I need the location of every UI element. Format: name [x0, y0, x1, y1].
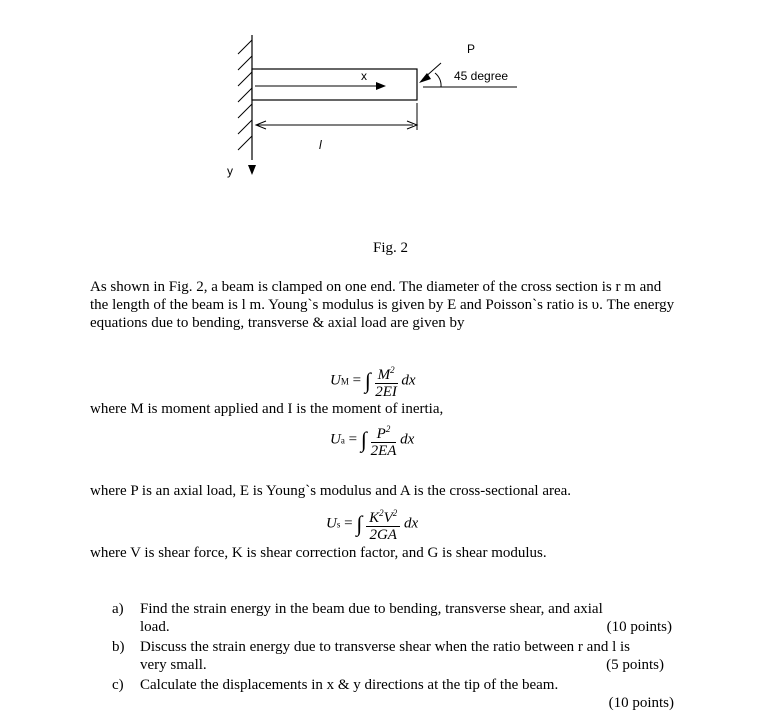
eq-num2-exponent: 2 — [392, 508, 398, 518]
eq-num-exponent: 2 — [390, 365, 395, 375]
note-bending: where M is moment applied and I is the moment of inertia, — [90, 401, 444, 417]
question-letter: c) — [112, 677, 124, 693]
eq-differential: dx — [404, 515, 419, 532]
eq-numerator-2: V — [383, 510, 393, 526]
integral-symbol: ∫ — [364, 368, 371, 393]
eq-fraction — [371, 421, 397, 459]
eq-num-exponent: 2 — [379, 508, 384, 518]
eq-denominator: 2GA — [369, 527, 397, 543]
note-axial: where P is an axial load, E is Young`s modulus and A is the cross-sectional area. — [90, 483, 572, 499]
question-text: Find the strain energy in the beam due to bending, transverse shear, and axial — [140, 601, 603, 617]
eq-differential: dx — [401, 372, 416, 389]
x-label: x — [361, 69, 367, 83]
eq-lhs: U — [326, 515, 337, 532]
question-points: (10 points) — [608, 695, 674, 711]
figure-caption: Fig. 2 — [372, 240, 408, 256]
question-letter: a) — [112, 601, 124, 617]
eq-lhs: U — [330, 372, 341, 389]
y-label: y — [227, 164, 233, 178]
y-axis-arrowhead — [248, 165, 256, 175]
eq-sub: a — [340, 435, 345, 446]
integral-symbol: ∫ — [356, 511, 363, 536]
eq-differential: dx — [400, 431, 415, 448]
question-text-cont: very small. — [140, 657, 207, 673]
eq-lhs: U — [330, 431, 341, 448]
equation-shear: Us = ∫ $\frac{K^2V^2}{2GA}$ dx — [326, 505, 418, 543]
eq-denominator: 2EA — [370, 443, 397, 459]
load-arrowhead — [419, 73, 431, 83]
eq-num-exponent: 2 — [385, 424, 391, 434]
question-points: (5 points) — [606, 657, 664, 673]
intro-paragraph: As shown in Fig. 2, a beam is clamped on one end. The diameter of the cross section is r m and the length of the beam is l m. Young`s modulus is given by E and Poisson`s ratio is υ. The energy equations due to bending, transverse & axial load are given by — [90, 279, 675, 331]
angle-label: 45 degree — [454, 69, 509, 83]
eq-fraction — [375, 362, 398, 400]
beam — [252, 69, 417, 100]
question-a — [112, 600, 672, 636]
equation-bending: UM = ∫ $\frac{M^2}{2EI}$ dx — [330, 362, 416, 400]
question-text: Calculate the displacements in x & y directions at the tip of the beam. — [140, 677, 559, 693]
question-b — [112, 638, 672, 674]
eq-numerator: P — [376, 426, 386, 442]
p-label: P — [467, 42, 476, 56]
eq-sub: M — [340, 376, 349, 387]
wall-hatching — [238, 40, 252, 150]
question-letter: b) — [112, 639, 125, 655]
eq-sub: s — [336, 519, 341, 530]
angle-arc — [435, 73, 441, 87]
question-points: (10 points) — [606, 619, 672, 635]
eq-numerator: K — [369, 510, 380, 526]
integral-symbol: ∫ — [360, 427, 367, 452]
note-shear: where V is shear force, K is shear correction factor, and G is shear modulus. — [90, 545, 547, 561]
question-c — [112, 676, 674, 711]
eq-denominator: 2EI — [375, 384, 397, 400]
question-text-cont: load. — [140, 619, 170, 635]
equation-axial: Ua = ∫ $\frac{P^2}{2EA}$ dx — [330, 421, 414, 459]
beam-figure — [0, 0, 781, 230]
eq-numerator: M — [377, 367, 391, 383]
eq-fraction — [366, 505, 400, 543]
length-label: l — [319, 138, 322, 152]
question-text: Discuss the strain energy due to transverse shear when the ratio between r and l is — [140, 639, 630, 655]
